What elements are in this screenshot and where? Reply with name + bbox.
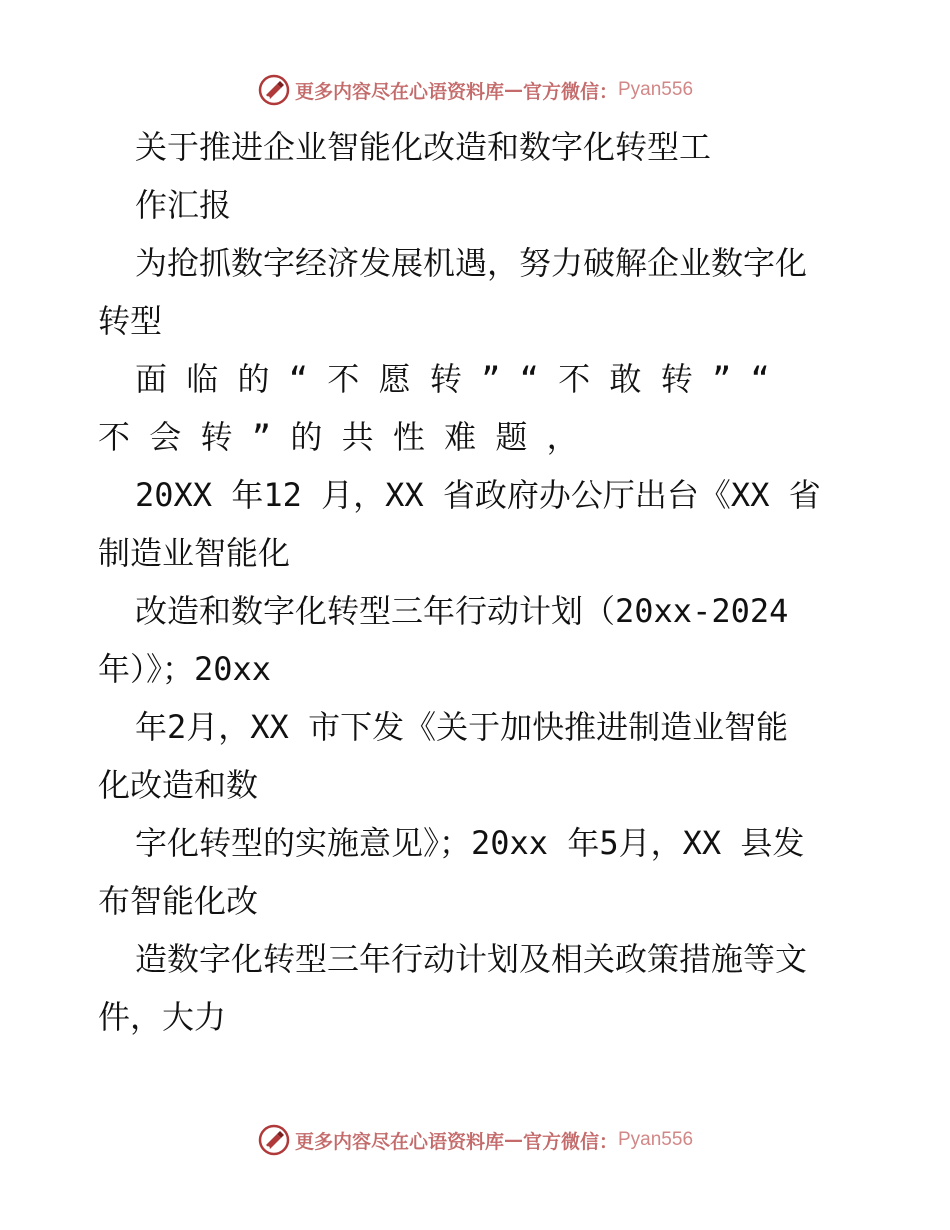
doc-line-spread: 不 会 转 ” 的 共 性 难 题 ， — [98, 418, 579, 456]
wechat-label: 官方微信： — [522, 1130, 618, 1153]
doc-line: 布智能化改 — [98, 882, 259, 920]
doc-line: 年2月，XX 市下发《关于加快推进制造业智能 — [135, 708, 789, 746]
pen-nib-icon — [257, 1123, 291, 1157]
doc-line: 字化转型的实施意见》；20xx 年5月，XX 县发 — [135, 824, 805, 862]
doc-line: 20XX 年12 月，XX 省政府办公厅出台《XX 省 — [135, 476, 821, 514]
banner-separator: — — [503, 1129, 523, 1151]
doc-line-spread: 面 临 的 “ 不 愿 转 ” “ 不 敢 转 ” “ — [135, 360, 770, 398]
brand-text: 更多内容尽在心语资料库 — [294, 80, 504, 103]
doc-title-line-2: 作汇报 — [135, 186, 232, 224]
wechat-id: Pyan556 — [618, 1129, 694, 1150]
doc-line: 制造业智能化 — [98, 534, 291, 572]
doc-line: 改造和数字化转型三年行动计划（20xx-2024 — [135, 592, 789, 630]
pen-nib-icon — [257, 73, 291, 107]
doc-line: 转型 — [98, 302, 163, 340]
brand-text: 更多内容尽在心语资料库 — [294, 1130, 504, 1153]
doc-line: 为抢抓数字经济发展机遇，努力破解企业数字化 — [135, 244, 808, 282]
footer-banner — [0, 1120, 950, 1160]
doc-line: 件，大力 — [98, 998, 227, 1036]
doc-line: 年）》；20xx — [98, 650, 272, 688]
wechat-label: 官方微信： — [522, 80, 618, 103]
doc-line: 化改造和数 — [98, 766, 259, 804]
wechat-id: Pyan556 — [618, 79, 694, 100]
doc-line: 造数字化转型三年行动计划及相关政策措施等文 — [135, 940, 808, 978]
doc-title-line-1: 关于推进企业智能化改造和数字化转型工 — [135, 128, 712, 166]
banner-separator: — — [503, 79, 523, 101]
header-banner — [0, 70, 950, 110]
